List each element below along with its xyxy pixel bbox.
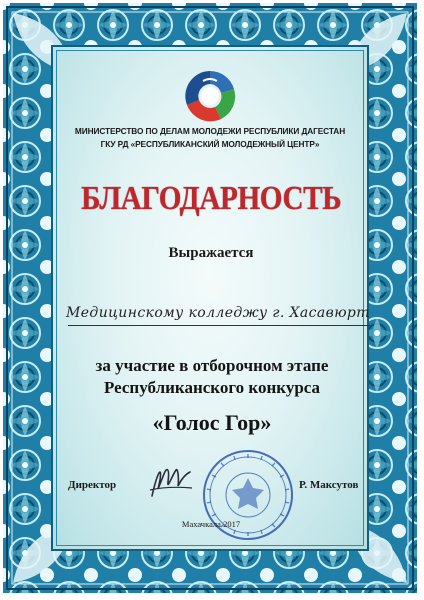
reason-line-2: Республиканского конкурса <box>103 378 321 397</box>
signatory-role: Директор <box>68 479 117 491</box>
expressed-heading: Выражается <box>168 245 254 261</box>
handwritten-signature-icon <box>148 460 194 502</box>
organization-line-2: ГКУ РД «РЕСПУБЛИКАНСКИЙ МОЛОДЕЖНЫЙ ЦЕНТР» <box>100 139 320 149</box>
contest-name: «Голос Гор» <box>152 410 272 435</box>
certificate-title: БЛАГОДАРНОСТЬ <box>81 180 342 217</box>
recipient-handwritten: Медицинскому колледжу г. Хасавюрт <box>66 305 370 321</box>
youth-center-logo-icon <box>181 67 239 125</box>
place-and-year: Махачкала 2017 <box>181 519 241 529</box>
signatory-name: Р. Максутов <box>299 479 359 491</box>
reason-line-1: за участие в отборочном этапе <box>95 356 329 375</box>
organization-line-1: МИНИСТЕРСТВО ПО ДЕЛАМ МОЛОДЕЖИ РЕСПУБЛИКИ ДАГЕСТАН <box>74 126 346 136</box>
recipient-underline <box>68 325 370 326</box>
